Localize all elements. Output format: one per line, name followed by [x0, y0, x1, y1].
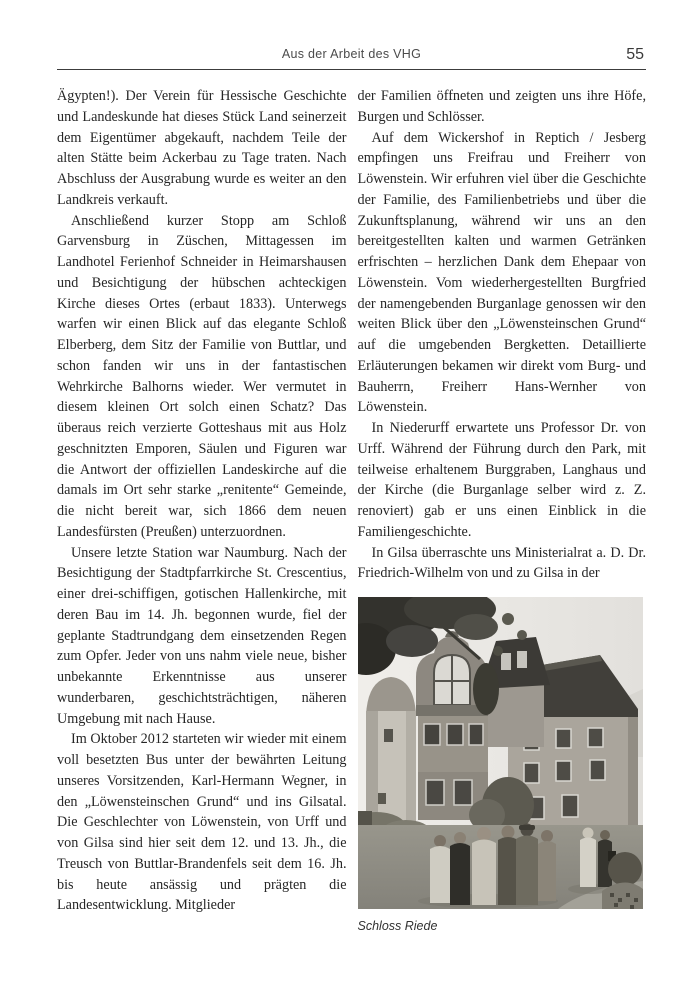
paragraph: der Familien öffneten und zeigten uns ihre Höfe, Burgen und Schlösser. [357, 88, 646, 125]
page-number: 55 [626, 46, 644, 63]
figure-schloss-riede [358, 597, 643, 937]
left-column [57, 86, 347, 937]
paragraph: Im Oktober 2012 starteten wir wieder mit einem voll besetzten Bus unter der bewährten Leitung unseres Vorsitzenden, Karl-Hermann Wegner, in den „Löwensteinschen Grund“ und ins Gilsatal. Die Geschlechter von Löwenstein, von Urff und von Gilsa sind hier seit dem 12. und 13. Jh., die Treusch von Buttlar-Brandenfels seit dem 16. Jh. bis heute ansässig und prägten die Landesentwicklung. Mitglieder [57, 731, 347, 914]
paragraph: In Niederurff erwartete uns Professor Dr. von Urff. Während der Führung durch den Park, mit teilweise erhaltenem Burggraben, Langhaus und der Kirche (die Burganlage selber wird z. Z. renoviert) gab er uns einen Einblick in die Familiengeschichte. [357, 420, 646, 540]
right-column-text [358, 86, 647, 584]
running-title: Aus der Arbeit des VHG [281, 47, 422, 61]
paragraph: In Gilsa überraschte uns Ministerialrat a. D. Dr. Friedrich-Wilhelm von und zu Gilsa in der [357, 544, 646, 582]
page-header [57, 0, 646, 70]
paragraph: Anschließend kurzer Stopp am Schloß Garvensburg in Züschen, Mittagessen im Landhotel Ferienhof Schneider in Heimarshausen und Besichtigung der hübschen achteckigen Kirche dieses Ortes (erbaut 1833). Unterwegs warfen wir einen Blick auf das elegante Schloß Elberberg, dem Sitz der Familie von Buttlar, und schon fanden wir uns in der fantastischen Wehrkirche Balhorns wieder. Wer vermutet in diesem kleinen Ort solch einen Schatz? Das überaus reich verzierte Gotteshaus mit aus Holz geschnitzten Emporen, Säulen und Figuren war die Antwort der offiziellen Landeskirche auf die damals im Ort sehr starke „renitente“ Gemeinde, die nicht bereit war, sich 1866 dem neuen Landesfürsten (Preußen) unterzuordnen. [57, 212, 347, 540]
schloss-riede-photo [358, 597, 643, 909]
figure-caption: Schloss Riede [357, 919, 438, 933]
two-column-text [57, 86, 646, 937]
paragraph: Auf dem Wickershof in Reptich / Jesberg empfingen uns Freifrau und Freiherr von Löwenstein. Wir erfuhren viel über die Geschichte der Familie, des Familienbetriebs und über die Zukunftsplanung, während wir uns an den bereitgestellten kalten und warmen Getränken erfrischten – herzlichen Dank dem Ehepaar von Löwenstein. Vom wiederhergestellten Burgfried der namengebenden Burganlage genossen wir den weiten Blick über den „Löwensteinschen Grund“ auf die umgebenden Bergketten. Detaillierte Erläuterungen bekamen wir direkt vom Burg- und Bauherrn, Freiherr Hans-Wernher von Löwenstein. [357, 129, 646, 416]
paragraph: Ägypten!). Der Verein für Hessische Geschichte und Landeskunde hat dieses Stück Land seinerzeit dem Eigentümer abgekauft, nachdem Teile der alten Stätte beim Ackerbau zu Tage traten. Nach Abschluss der Ausgrabung wurde es weiter an den Landkreis verkauft. [57, 88, 347, 208]
paragraph: Unsere letzte Station war Naumburg. Nach der Besichtigung der Stadtpfarrkirche St. Crescentius, einer drei-schiffigen, gotischen Hallenkirche, mit deren Bau im 14. Jh. begonnen wurde, fiel der geplante Stadtrundgang dem einsetzenden Regen zum Opfer. Jeder von uns nahm viele neue, bisher unbekannte Erkenntnisse aus unserer wunderbaren, geschichtsträchtigen, näheren Umgebung mit nach Hause. [57, 544, 347, 727]
right-column [358, 86, 647, 937]
